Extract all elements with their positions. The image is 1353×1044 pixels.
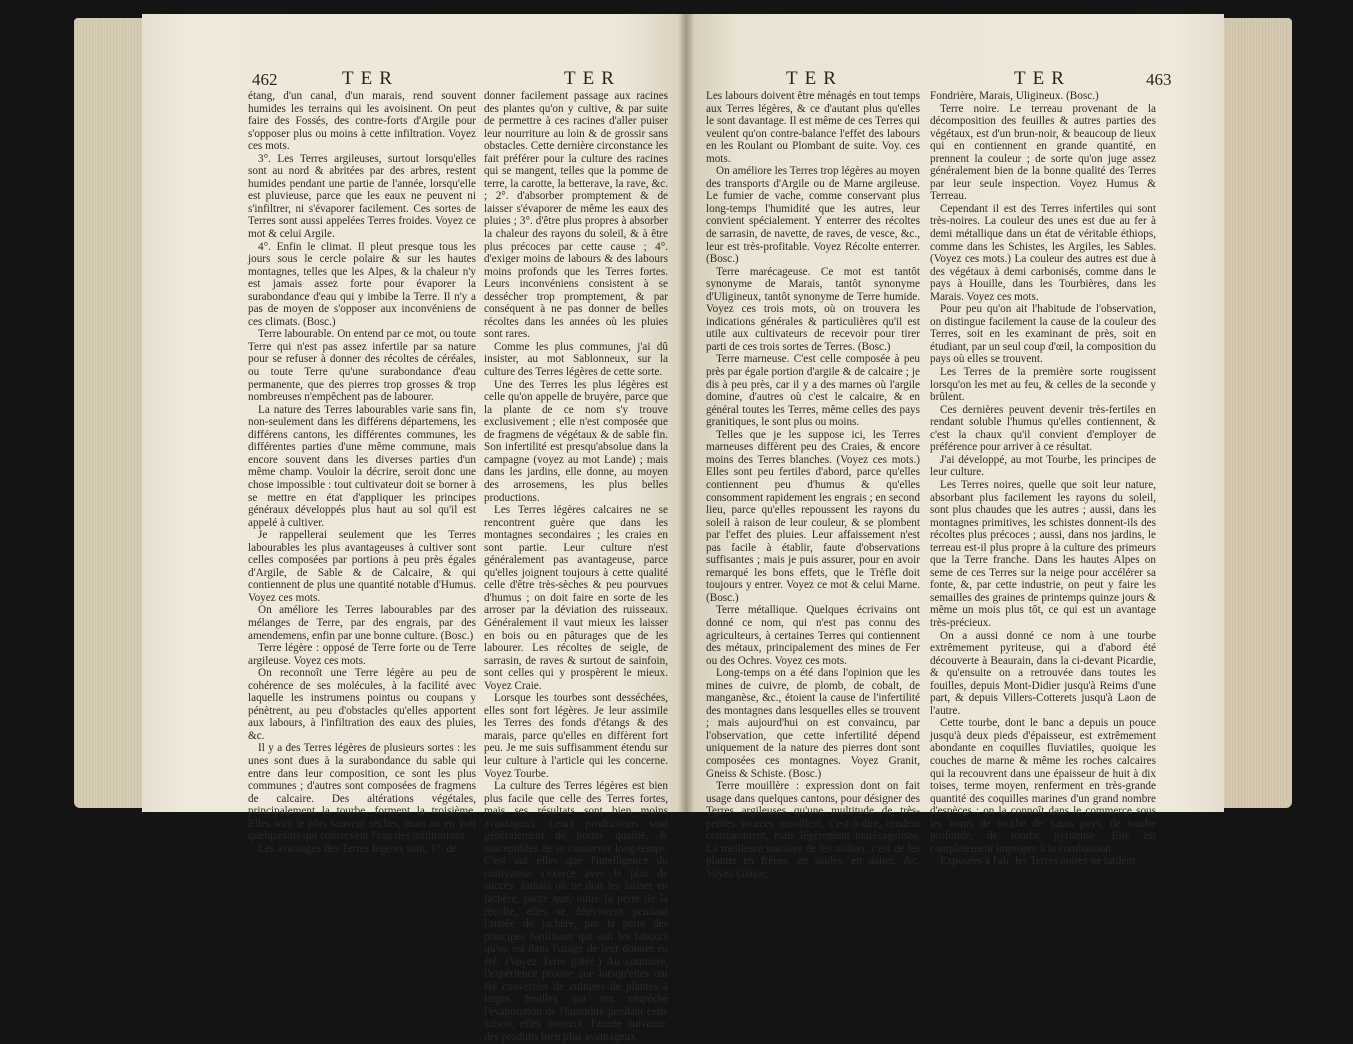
paragraph: Ces dernières peuvent devenir très-fertiles en rendant soluble l'humus qu'elles contiennent, & c'est la chaux qu'il convient d'employer de préférence pour arriver à ce résultat. [930, 403, 1156, 454]
paragraph: 4°. Enfin le climat. Il pleut presque tous les jours sous le cercle polaire & sur les hautes montagnes, telles que les Alpes, & la chaleur n'y est jamais assez forte pour évaporer la surabondance d'eau qui y imbibe la Terre. Il n'y a pas de moyen de s'opposer aux inconvéniens de ces climats. (Bosc.) [248, 240, 476, 328]
paragraph: On a aussi donné ce nom à une tourbe extrêmement pyriteuse, qui a d'abord été découverte à Beaurain, dans la ci-devant Picardie, & qu'ensuite on a retrouvée dans toutes les fouilles, depuis Mont-Didier jusqu'à Reims d'une part, & depuis Villers-Cotterets jusqu'à Laon de l'autre. [930, 629, 1156, 717]
paragraph: On améliore les Terres trop légères au moyen des transports d'Argile ou de Marne argileuse. Le fumier de vache, comme conservant plus long-temps l'humidité que les autres, leur convient spécialement. Y enterrer des récoltes de sarrasin, de navette, de raves, de vesce, &c., leur est très-profitable. Voyez Récolte enterrer. (Bosc.) [706, 165, 920, 266]
left-page [142, 14, 686, 1044]
running-head-right-1: TER [786, 68, 843, 89]
paragraph: Lorsque les tourbes sont desséchées, elles sont fort légères. Je leur assimile les Terres des fonds d'étangs & des marais, parce qu'elles en diffèrent fort peu. Je me suis suffisamment étendu sur leur culture à l'article qui les concerne. Voyez Tourbe. [484, 692, 668, 780]
paragraph: donner facilement passage aux racines des plantes qu'on y cultive, & par suite de permettre à ces racines d'aller puiser leur nourriture au loin & de grossir sans obstacles. Cette dernière circonstance les fait préférer pour la culture des racines qui se mangent, telles que la pomme de terre, la carotte, la betterave, la rave, &c. ; 2°. d'absorber promptement & de laisser s'évaporer de même les eaux des pluies ; 3°. d'être plus propres à absorber la chaleur des rayons du soleil, & à être plus précoces par cette cause ; 4°. d'exiger moins de labours & des labours moins profonds que les Terres fortes. Leurs inconvéniens consistent à se dessécher trop promptement, & par conséquent à ne pas donner de belles récoltes dans les années où les pluies sont rares. [484, 90, 668, 341]
running-head-left-2: TER [564, 68, 621, 89]
paragraph: Terre noire. Le terreau provenant de la décomposition des feuilles & autres parties des végétaux, est d'un brun-noir, & beaucoup de lieux qui en contiennent en grande quantité, en prennent la couleur ; de sorte qu'on juge assez généralement bien de la bonne qualité des Terres par leur seule inspection. Voyez Humus & Terreau. [930, 102, 1156, 203]
left-page-stack-edge [74, 18, 144, 808]
paragraph: Il y a des Terres légères de plusieurs sortes : les unes sont dues à la surabondance du sable qui entre dans leur composition, ce sont les plus communes ; d'autres sont composées de fragmens de calcaire. Des altérations végétales, principalement la tourbe, forment la troisième. Elles sont le plus souvent sèches, mais on en voit quelquefois qui conservent l'eau des infiltrations. [248, 742, 476, 843]
paragraph: 3°. Les Terres argileuses, surtout lorsqu'elles sont au nord & abritées par des arbres, restent humides pendant une partie de l'année, lorsqu'elle est pluvieuse, parce que les eaux ne peuvent ni s'infiltrer, ni s'évaporer facilement. Ces sortes de Terres sont aussi appelées Terres froides. Voyez ce mot & celui Argile. [248, 152, 476, 241]
running-head-left: TER [342, 68, 399, 89]
paragraph: Fondrière, Marais, Uligineux. (Bosc.) [930, 90, 1099, 102]
paragraph: Telles que je les suppose ici, les Terres marneuses diffèrent peu des Craies, & encore moins des Terres blanches. (Voyez ces mots.) Elles sont peu fertiles d'abord, parce qu'elles contiennent peu d'humus & qu'elles consomment rapidement les engrais ; en second lieu, parce qu'elles repoussent les rayons du soleil à raison de leur couleur, & se plombent par l'effet des pluies. Leur affaissement n'est pas facile à établir, faute d'observations suffisantes ; mais je puis assurer, pour en avoir remarqué les bons effets, que le Trèfle doit toujours y entrer. Voyez ce mot & celui Marne. (Bosc.) [706, 428, 920, 604]
right-page-column-2 [930, 90, 1156, 868]
paragraph: Terre labourable. On entend par ce mot, ou toute Terre qui n'est pas assez infertile par sa nature pour se refuser à donner des récoltes de céréales, ou toute Terre qu'une surabondance d'eau permanente, que des pierres trop grosses & trop nombreuses n'empêchent pas de labourer. [248, 328, 476, 404]
left-page-column-2 [484, 90, 668, 1044]
paragraph: Les Terres noires, quelle que soit leur nature, absorbant plus facilement les rayons du soleil, sont plus chaudes que les autres ; aussi, dans les montagnes primitives, les schistes donnent-ils des récoltes plus précoces ; aussi, dans nos jardins, le terreau est-il plus propre à la culture des primeurs que la Terre franche. Dans les hautes Alpes on seme de ces Terres sur la neige pour accélérer sa fonte, &, par cette industrie, on peut y faire les semailles des graines de printemps quinze jours & même un mois plus tôt, ce qui est un avantage très-précieux. [930, 478, 1156, 629]
right-page-stack-edge [1220, 18, 1292, 808]
paragraph: Terre légère : opposé de Terre forte ou de Terre argileuse. Voyez ces mots. [248, 642, 476, 667]
paragraph: Les Terres légères calcaires ne se rencontrent guère que dans les montagnes secondaires ; les craies en sont partie. Leur culture n'est généralement pas avantageuse, parce qu'elles joignent toujours à cette qualité celle d'être très-sèches & peu pourvues d'humus ; on doit faire en sorte de les arroser par la déviation des ruisseaux. Généralement il vaut mieux les laisser en bois ou en pâturages que de les labourer. Les récoltes de seigle, de sarrasin, de raves & surtout de sainfoin, sont celles qui y prospèrent le mieux. Voyez Craie. [484, 504, 668, 692]
page-number-left: 462 [252, 70, 278, 89]
paragraph: Exposées à l'air, les Terres noires ne tardent [940, 855, 1136, 868]
paragraph: Comme les plus communes, j'ai dû insister, au mot Sablonneux, sur la culture des Terres légères de cette sorte. [484, 340, 668, 379]
paragraph: On reconnoît une Terre légère au peu de cohérence de ses molécules, à la facilité avec laquelle les instrumens pointus ou coupans y pénètrent, au peu d'obstacles qu'elles apportent aux labours, à l'infiltration des eaux des pluies, &c. [248, 667, 476, 742]
paragraph: Terre marneuse. C'est celle composée à peu près par égale portion d'argile & de calcaire ; je dis à peu près, car il y a des marnes où l'argile domine, d'autres où c'est le calcaire, & en général toutes les Terres, même celles des pays granitiques, le sont plus ou moins. [706, 353, 920, 429]
paragraph: Une des Terres les plus légères est celle qu'on appelle de bruyère, parce que la plante de ce nom s'y trouve exclusivement ; elle n'est composée que de fragmens de végétaux & de sable fin. Son infertilité est presqu'absolue dans la campagne (voyez au mot Lande) ; mais dans les jardins, elle donne, au moyen des arrosemens, les plus belles productions. [484, 378, 668, 504]
running-head-right-2: TER [1014, 68, 1071, 89]
paragraph: Les Terres de la première sorte rougissent lorsqu'on les met au feu, & celles de la seconde y brûlent. [930, 366, 1156, 404]
paragraph: Pour peu qu'on ait l'habitude de l'observation, on distingue facilement la cause de la couleur des Terres, soit en les examinant de près, soit en étudiant, par un seul coup d'œil, la composition du pays où elles se trouvent. [930, 303, 1156, 366]
page-number-right: 463 [1146, 70, 1172, 89]
paragraph: J'ai développé, au mot Tourbe, les principes de leur culture. [930, 453, 1156, 479]
paragraph: Terre métallique. Quelques écrivains ont donné ce nom, qui n'est pas connu des agriculteurs, à certaines Terres qui contiennent des métaux, principalement des mines de Fer ou des Ochres. Voyez ces mots. [706, 604, 920, 667]
paragraph: Les labours doivent être ménagés en tout temps aux Terres légères, & ce d'autant plus qu'elles le sont davantage. Il est même de ces Terres qui veulent qu'on contre-balance l'effet des labours en les Roulant ou Plombant de suite. Voy. ces mots. [706, 90, 920, 165]
left-page-column-1 [248, 90, 476, 855]
paragraph: Terre marécageuse. Ce mot est tantôt synonyme de Marais, tantôt synonyme d'Uligineux, tantôt synonyme de Terre humide. Voyez ces trois mots, où on trouvera les indications générales & particulières qu'il est utile aux cultivateurs de recevoir pour tirer parti de ces trois sortes de Terres. (Bosc.) [706, 265, 920, 353]
book-gutter [678, 14, 694, 812]
paragraph: Cependant il est des Terres infertiles qui sont très-noires. La couleur des unes est due au fer à demi métallique dans un état de véritable éthiops, comme dans les Schistes, les Argiles, les Sables. (Voyez ces mots.) La couleur des autres est due à des végétaux à demi carbonisés, comme dans le pays à Houille, dans les Tourbières, dans les Marais. Voyez ces mots. [930, 202, 1156, 303]
paragraph: Long-temps on a été dans l'opinion que les mines de cuivre, de plomb, de cobalt, de manganèse, &c., étoient la cause de l'infertilité des montagnes dans lesquelles elles se trouvent ; mais aujourd'hui on est convaincu, par l'observation, que cette infertilité dépend uniquement de la nature des pierres dont sont composées ces montagnes. Voyez Granit, Gneiss & Schiste. (Bosc.) [706, 667, 920, 780]
paragraph: La culture des Terres légères est bien plus facile que celle des Terres fortes, mais ses résultats sont bien moins avantageux. Leurs productions sont généralement de bonne qualité, & susceptibles de se conserver long-temps. C'est sur elles que l'intelligence du cultivateur s'exerce avec le plus de succès. Jamais on ne doit les laisser en jachère, parce que, outre la perte de la récolte, elles se détériorent pendant l'année de jachère, par la perte des principes fertilisans qui suit les labours qu'on est dans l'usage de leur donner en été. (Voyez Terre gâtée.) Au contraire, l'expérience prouve que lorsqu'elles ont été converties de cultures de plantes à larges feuilles qui ont empêché l'évaporation de l'humidité pendant cette saison, elles donnent, l'année suivante, des produits bien plus avantageux. [484, 780, 668, 1044]
right-page-column-1 [706, 90, 920, 880]
paragraph: On améliore les Terres labourables par des mélanges de Terre, par des engrais, par des amendemens, enfin par une bonne culture. (Bosc.) [248, 604, 476, 642]
paragraph: Terre mouillère : expression dont on fait usage dans quelques cantons, pour désigner des Terres argileuses qu'une multitude de très-petites sources mouillent, c'est-à-dire, rendent constamment, mais légèrement marécageuses. La meilleure manière de les utiliser, c'est de les planter en frênes, en saules, en aunes, &c. Voyez Glaise, [706, 780, 920, 880]
right-page [686, 14, 1224, 880]
paragraph: étang, d'un canal, d'un marais, rend souvent humides les terrains qui les avoisinent. On peut faire des Fossés, des contre-forts d'Argile pour s'opposer plus ou moins à cette infiltration. Voyez ces mots. [248, 90, 476, 153]
paragraph: Les avantages des Terres légères sont, 1°. de [258, 842, 457, 855]
paragraph: La nature des Terres labourables varie sans fin, non-seulement dans les différens départemens, les différens cantons, les différentes communes, les différentes parties d'une même commune, mais encore souvent dans les diverses parties d'un même champ. Vouloir la décrire, seroit donc une chose impossible : tout cultivateur doit se borner à se mettre en état d'appliquer les principes généraux développés plus haut au sol qu'il est appelé à cultiver. [248, 403, 476, 529]
paragraph: Je rappellerai seulement que les Terres labourables les plus avantageuses à cultiver sont celles composées par portions à peu près égales d'Argile, de Sable & de Calcaire, & qui contiennent de plus une quantité notable d'Humus. Voyez ces mots. [248, 529, 476, 604]
paragraph: Cette tourbe, dont le banc a depuis un pouce jusqu'à deux pieds d'épaisseur, est extrêmement abondante en coquilles fluviatiles, quoique les couches de marne & même les roches calcaires qui la recouvrent dans une épaisseur de huit à dix toises, terme moyen, renferment en très-grande quantité des coquilles marines d'un grand nombre d'espèces : on la connoît dans le commerce sous les noms de tourbe de hauts pays, de tourbe profonde, de tourbe pyriteuse. Elle est complétement impropre à la combustion. [930, 717, 1156, 855]
